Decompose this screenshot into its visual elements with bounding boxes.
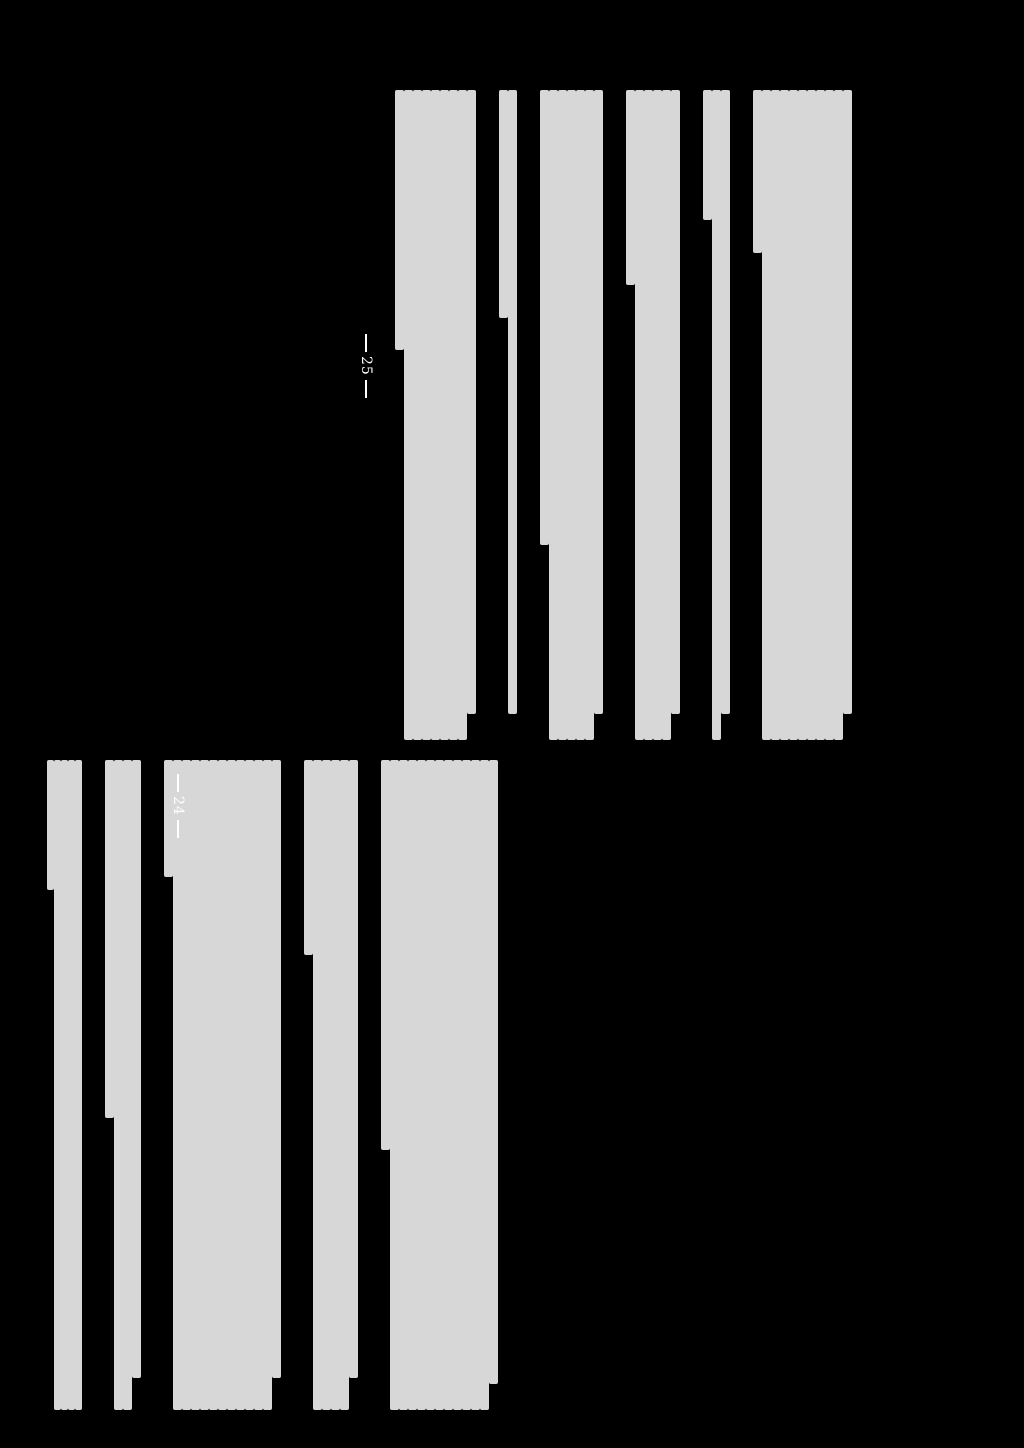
paragraph [395,90,476,740]
footnote [47,760,82,1410]
paragraph [540,90,603,740]
paragraph [499,90,517,740]
paragraph [304,760,358,1410]
page-24-text-block [33,760,498,1410]
paragraph [753,90,852,740]
page-number: 24 [170,770,186,842]
page-25-paragraphs [381,90,852,740]
paragraph [703,90,730,740]
paragraph [626,90,680,740]
paragraph [164,760,281,1410]
page-24-paragraphs [33,760,498,1410]
paragraph [105,760,141,1410]
paragraph [381,760,498,1410]
page-25 [358,0,1024,1448]
page-number: 25 [358,330,374,402]
page-25-text-block [381,90,852,740]
